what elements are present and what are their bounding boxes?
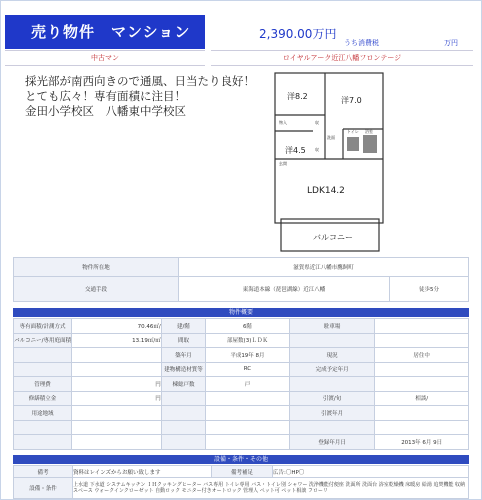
floor-plan [273,69,387,257]
overview-cell: 建/階 [161,319,205,334]
overview-row [14,362,469,377]
overview-cell [289,333,375,348]
room-label: 収 [315,120,319,125]
overview-cell: 円 [72,377,162,392]
location-table [13,257,469,302]
remarks-label: 備考 [14,466,73,478]
overview-cell: 部屋数(3)ＬＤＫ [206,333,290,348]
building-name: ロイヤルアーク近江八幡フロンテージ [211,50,473,66]
overview-cell: 築年月 [161,348,205,363]
overview-cell: 登録年月日 [289,435,375,450]
overview-cell [72,348,162,363]
overview-cell [72,420,162,435]
overview-cell: 円 [72,391,162,406]
overview-row [14,435,469,450]
overview-cell: 間取 [161,333,205,348]
overview-cell: RC [206,362,290,377]
overview-cell [206,406,290,421]
overview-cell [14,420,72,435]
extra-value: 広告:〇HP〇 [273,466,469,478]
equipment-table [13,465,469,499]
overview-cell: 引渡年月 [289,406,375,421]
tax-unit: 万円 [444,39,458,47]
overview-cell [161,435,205,450]
room-label: 洋8.2 [287,92,308,101]
price: 2,390.00万円 [259,27,337,41]
room-label: 洗面 [327,135,335,140]
overview-row [14,406,469,421]
overview-cell [375,333,469,348]
overview-cell [14,362,72,377]
overview-band: 物件概要 [13,308,469,317]
overview-cell: 13.19㎡/㎡ [72,333,162,348]
room-label: 物入 [279,120,287,125]
overview-cell: 6階 [206,319,290,334]
overview-cell: 修繕積立金 [14,391,72,406]
extra-label: 備考補足 [212,466,273,478]
transport-label: 交通手段 [14,277,179,302]
equipment-band: 設備・条件・その他 [13,455,469,464]
catch-line-1: 採光部が南西向きので通風、日当たり良好！ [25,74,255,88]
address-value: 滋賀県近江八幡市鷹飼町 [179,258,469,277]
overview-cell: 戸 [206,377,290,392]
facilities-value: 上水道 下水道 システムキッチン ＩＨクッキングヒーター バス専用 トイレ専用 バス・トイレ別 シャワー 洗浄機能付便座 洗面所 洗面台 浴室乾燥機 床暖房 給湯 追焚機能 収納スペース ウォークインクローゼット 自動ロック モニター付きオートロック 管理人 ペット可 ペット相談 フローリ [73,478,469,499]
overview-cell: 平成19年 8月 [206,348,290,363]
remarks-value: 資料はレインズからお願い致します [73,466,212,478]
room-label: 洋4.5 [285,146,306,155]
catch-line-2: とても広々！専有面積に注目！ [25,89,186,103]
overview-cell: 棟総戸数 [161,377,205,392]
overview-cell [206,420,290,435]
overview-cell: 70.46㎡/ [72,319,162,334]
overview-cell: 建物構造材質等 [161,362,205,377]
overview-cell [14,348,72,363]
overview-cell [161,391,205,406]
overview-cell [206,391,290,406]
overview-cell [375,406,469,421]
overview-table [13,318,469,450]
overview-row [14,377,469,392]
overview-cell: 管理費 [14,377,72,392]
overview-cell: 引渡/旬 [289,391,375,406]
room-label: バルコニー [313,233,353,242]
overview-cell: 完成予定年月 [289,362,375,377]
overview-row [14,348,469,363]
overview-cell: 相談/ [375,391,469,406]
overview-row [14,319,469,334]
catch-copy [25,74,275,119]
overview-cell: 2013年 6月 9日 [375,435,469,450]
room-label: 浴室 [365,129,373,134]
address-label: 物件所在地 [14,258,179,277]
room-label: 玄関 [279,161,287,166]
property-type: 中古マン [5,50,205,66]
transport-line: 東海道本線（琵琶湖線）近江八幡 [179,277,390,302]
room-label: 洋7.0 [341,96,362,105]
room-label: LDK14.2 [307,186,345,196]
overview-cell: バルコニー/専用庭面積 [14,333,72,348]
transport-walk: 徒歩5分 [390,277,469,302]
overview-cell [72,435,162,450]
overview-row [14,420,469,435]
facilities-label: 設備・条件 [14,478,73,499]
catch-line-3: 金田小学校区 八幡東中学校区 [25,104,186,118]
overview-cell [161,420,205,435]
overview-cell [289,420,375,435]
overview-cell [14,435,72,450]
overview-cell: 専有面積/計測方式 [14,319,72,334]
listing-title: 売り物件 マンション [5,15,205,49]
overview-cell: 現況 [289,348,375,363]
overview-cell [375,319,469,334]
overview-cell [375,377,469,392]
tax-note: うち消費税 [344,39,379,47]
overview-row [14,391,469,406]
overview-cell: 駐車場 [289,319,375,334]
overview-cell: 居住中 [375,348,469,363]
overview-cell [161,406,205,421]
overview-cell [375,362,469,377]
overview-cell [289,377,375,392]
overview-cell [375,420,469,435]
room-label: 収 [315,147,319,152]
overview-cell [206,435,290,450]
room-label: トイレ [347,129,359,134]
overview-row [14,333,469,348]
overview-cell [72,362,162,377]
overview-cell [72,406,162,421]
overview-cell: 用途地域 [14,406,72,421]
